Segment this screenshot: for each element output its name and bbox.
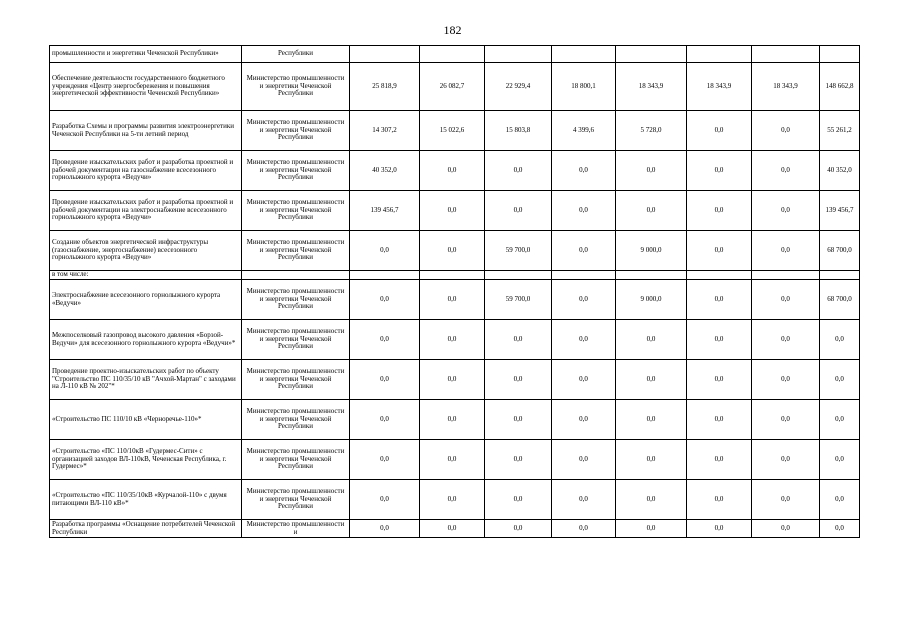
- amount-cell: 139 456,7: [350, 191, 420, 231]
- amount-cell: 0,0: [552, 480, 616, 520]
- amount-cell: 0,0: [350, 480, 420, 520]
- amount-cell: 0,0: [420, 360, 485, 400]
- amount-cell: 0,0: [485, 520, 552, 538]
- amount-cell: 18 343,9: [687, 63, 752, 111]
- amount-cell: 0,0: [616, 400, 687, 440]
- amount-cell: 15 803,8: [485, 111, 552, 151]
- amount-cell: 68 700,0: [820, 280, 860, 320]
- amount-cell: 0,0: [752, 151, 820, 191]
- amount-cell: 0,0: [350, 360, 420, 400]
- amount-cell: 0,0: [616, 320, 687, 360]
- activity-name-cell: промышленности и энергетики Чеченской Республики»: [50, 46, 242, 63]
- amount-cell: [420, 271, 485, 280]
- amount-cell: 0,0: [552, 360, 616, 400]
- amount-cell: 15 022,6: [420, 111, 485, 151]
- amount-cell: 0,0: [752, 520, 820, 538]
- activity-name-cell: Проведение изыскательских работ и разработка проектной и рабочей документации на газоснабжение всесезонного горнолыжного курорта «Ведучи»: [50, 151, 242, 191]
- amount-cell: 139 456,7: [820, 191, 860, 231]
- amount-cell: [820, 46, 860, 63]
- amount-cell: 59 700,0: [485, 231, 552, 271]
- amount-cell: 0,0: [687, 400, 752, 440]
- amount-cell: 0,0: [420, 400, 485, 440]
- executor-cell: Республики: [242, 46, 350, 63]
- amount-cell: 0,0: [687, 360, 752, 400]
- amount-cell: [420, 46, 485, 63]
- amount-cell: 40 352,0: [820, 151, 860, 191]
- activity-name-cell: Проведение проектно-изыскательских работ по объекту "Строительство ПС 110/35/10 кВ "Ачхой-Мартан" с заходами на Л-110 кВ № 202"*: [50, 360, 242, 400]
- amount-cell: 0,0: [485, 440, 552, 480]
- amount-cell: 0,0: [485, 360, 552, 400]
- amount-cell: [485, 271, 552, 280]
- amount-cell: [752, 46, 820, 63]
- amount-cell: 0,0: [820, 480, 860, 520]
- amount-cell: 148 662,8: [820, 63, 860, 111]
- amount-cell: 68 700,0: [820, 231, 860, 271]
- amount-cell: 0,0: [420, 520, 485, 538]
- executor-cell: Министерство промышленности и энергетики Чеченской Республики: [242, 480, 350, 520]
- executor-cell: Министерство промышленности и энергетики Чеченской Республики: [242, 111, 350, 151]
- amount-cell: 0,0: [616, 520, 687, 538]
- amount-cell: 0,0: [552, 280, 616, 320]
- amount-cell: 18 343,9: [616, 63, 687, 111]
- amount-cell: 18 800,1: [552, 63, 616, 111]
- amount-cell: 0,0: [485, 151, 552, 191]
- amount-cell: 0,0: [420, 480, 485, 520]
- amount-cell: 4 399,6: [552, 111, 616, 151]
- amount-cell: 0,0: [420, 191, 485, 231]
- activity-name-cell: Межпоселковый газопровод высокого давления «Борзой-Ведучи» для всесезонного горнолыжного курорта «Ведучи»*: [50, 320, 242, 360]
- amount-cell: 22 929,4: [485, 63, 552, 111]
- activity-name-cell: Разработка Схемы и программы развития электроэнергетики Чеченской Республики на 5-ти летний период: [50, 111, 242, 151]
- executor-cell: Министерство промышленности и энергетики Чеченской Республики: [242, 320, 350, 360]
- amount-cell: 0,0: [820, 360, 860, 400]
- amount-cell: 0,0: [687, 520, 752, 538]
- amount-cell: [687, 271, 752, 280]
- amount-cell: 0,0: [820, 400, 860, 440]
- activity-name-cell: «Строительство «ПС 110/10кВ «Гудермес-Сити» с организацией заходов ВЛ-110кВ, Чеченская Республика, г. Гудермес»*: [50, 440, 242, 480]
- amount-cell: 9 000,0: [616, 280, 687, 320]
- amount-cell: 0,0: [552, 231, 616, 271]
- amount-cell: [552, 271, 616, 280]
- amount-cell: 0,0: [820, 520, 860, 538]
- table-row: [50, 320, 860, 360]
- activity-name-cell: Проведение изыскательских работ и разработка проектной и рабочей документации на электроснабжение всесезонного горнолыжного курорта «Ведучи»: [50, 191, 242, 231]
- amount-cell: 0,0: [687, 480, 752, 520]
- amount-cell: 0,0: [420, 320, 485, 360]
- table-row: [50, 440, 860, 480]
- amount-cell: 0,0: [687, 151, 752, 191]
- executor-cell: Министерство промышленности и энергетики Чеченской Республики: [242, 231, 350, 271]
- table-row: [50, 111, 860, 151]
- amount-cell: [616, 271, 687, 280]
- amount-cell: 0,0: [420, 440, 485, 480]
- amount-cell: 0,0: [552, 151, 616, 191]
- amount-cell: 0,0: [420, 280, 485, 320]
- table-row: [50, 191, 860, 231]
- amount-cell: 0,0: [752, 360, 820, 400]
- amount-cell: 40 352,0: [350, 151, 420, 191]
- activity-name-cell: Разработка программы «Оснащение потребителей Чеченской Республики: [50, 520, 242, 538]
- amount-cell: 0,0: [552, 400, 616, 440]
- table-row: [50, 151, 860, 191]
- amount-cell: 59 700,0: [485, 280, 552, 320]
- amount-cell: 0,0: [350, 400, 420, 440]
- amount-cell: 0,0: [485, 480, 552, 520]
- amount-cell: 0,0: [687, 280, 752, 320]
- executor-cell: Министерство промышленности и энергетики Чеченской Республики: [242, 191, 350, 231]
- table-row: [50, 280, 860, 320]
- table-row: [50, 520, 860, 538]
- amount-cell: 0,0: [616, 151, 687, 191]
- table-row: [50, 360, 860, 400]
- amount-cell: 0,0: [752, 280, 820, 320]
- amount-cell: 0,0: [350, 320, 420, 360]
- amount-cell: 0,0: [687, 231, 752, 271]
- amount-cell: 0,0: [616, 191, 687, 231]
- table-row: [50, 271, 860, 280]
- executor-cell: Министерство промышленности и энергетики Чеченской Республики: [242, 63, 350, 111]
- amount-cell: 0,0: [552, 191, 616, 231]
- executor-cell: Министерство промышленности и энергетики Чеченской Республики: [242, 400, 350, 440]
- executor-cell: Министерство промышленности и энергетики Чеченской Республики: [242, 360, 350, 400]
- amount-cell: 0,0: [616, 480, 687, 520]
- activity-name-cell: Обеспечение деятельности государственного бюджетного учреждения «Центр энергосбережения и повышения энергетической эффективности Чеченской Республики»: [50, 63, 242, 111]
- amount-cell: 0,0: [420, 151, 485, 191]
- amount-cell: 0,0: [687, 191, 752, 231]
- amount-cell: [616, 46, 687, 63]
- amount-cell: 0,0: [350, 231, 420, 271]
- table-row: [50, 63, 860, 111]
- activity-name-cell: «Строительство ПС 110/10 кВ «Черноречье-110»*: [50, 400, 242, 440]
- amount-cell: 0,0: [752, 231, 820, 271]
- amount-cell: 0,0: [752, 111, 820, 151]
- amount-cell: 25 818,9: [350, 63, 420, 111]
- amount-cell: [350, 46, 420, 63]
- page-number: 182: [443, 23, 462, 37]
- activity-name-cell: в том числе:: [50, 271, 242, 280]
- amount-cell: [820, 271, 860, 280]
- amount-cell: 0,0: [820, 440, 860, 480]
- amount-cell: 26 082,7: [420, 63, 485, 111]
- amount-cell: 0,0: [485, 191, 552, 231]
- amount-cell: 0,0: [552, 520, 616, 538]
- budget-table: [49, 45, 860, 538]
- executor-cell: Министерство промышленности и энергетики Чеченской Республики: [242, 280, 350, 320]
- amount-cell: [350, 271, 420, 280]
- amount-cell: 0,0: [616, 360, 687, 400]
- amount-cell: 5 728,0: [616, 111, 687, 151]
- activity-name-cell: Электроснабжение всесезонного горнолыжного курорта «Ведучи»: [50, 280, 242, 320]
- amount-cell: 0,0: [552, 440, 616, 480]
- table-row: [50, 400, 860, 440]
- amount-cell: [485, 46, 552, 63]
- amount-cell: [752, 271, 820, 280]
- amount-cell: 0,0: [616, 440, 687, 480]
- amount-cell: 18 343,9: [752, 63, 820, 111]
- amount-cell: 0,0: [420, 231, 485, 271]
- amount-cell: 0,0: [687, 111, 752, 151]
- amount-cell: 0,0: [752, 400, 820, 440]
- amount-cell: 0,0: [485, 400, 552, 440]
- amount-cell: [552, 46, 616, 63]
- amount-cell: 9 000,0: [616, 231, 687, 271]
- executor-cell: [242, 271, 350, 280]
- amount-cell: 0,0: [752, 480, 820, 520]
- amount-cell: 0,0: [350, 520, 420, 538]
- executor-cell: Министерство промышленности и: [242, 520, 350, 538]
- amount-cell: 0,0: [752, 191, 820, 231]
- executor-cell: Министерство промышленности и энергетики Чеченской Республики: [242, 440, 350, 480]
- table-row: [50, 480, 860, 520]
- amount-cell: 0,0: [752, 320, 820, 360]
- amount-cell: 0,0: [485, 320, 552, 360]
- amount-cell: 0,0: [687, 440, 752, 480]
- amount-cell: [687, 46, 752, 63]
- amount-cell: 55 261,2: [820, 111, 860, 151]
- amount-cell: 0,0: [752, 440, 820, 480]
- amount-cell: 0,0: [687, 320, 752, 360]
- executor-cell: Министерство промышленности и энергетики Чеченской Республики: [242, 151, 350, 191]
- activity-name-cell: «Строительство «ПС 110/35/10кВ «Курчалой-110» с двумя питающими ВЛ-110 кВ»*: [50, 480, 242, 520]
- table-row: [50, 46, 860, 63]
- amount-cell: 0,0: [552, 320, 616, 360]
- amount-cell: 14 307,2: [350, 111, 420, 151]
- activity-name-cell: Создание объектов энергетической инфраструктуры (газоснабжение, энергоснабжение) всесезонного горнолыжного курорта «Ведучи»: [50, 231, 242, 271]
- amount-cell: 0,0: [350, 280, 420, 320]
- table-row: [50, 231, 860, 271]
- amount-cell: 0,0: [350, 440, 420, 480]
- amount-cell: 0,0: [820, 320, 860, 360]
